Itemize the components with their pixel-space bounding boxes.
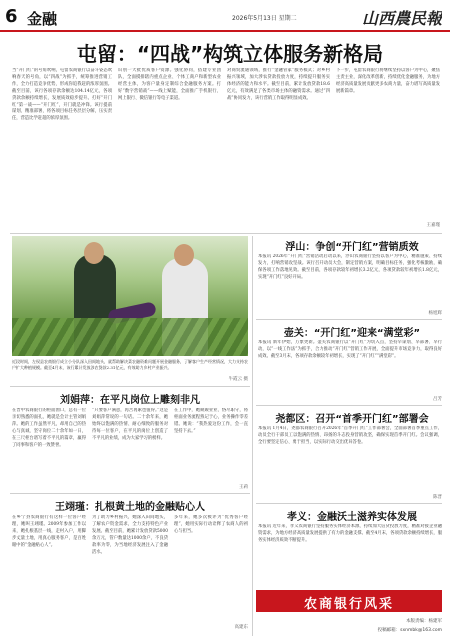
fushan-byline: 杨旭辉 — [428, 311, 442, 316]
huguan-text: 本报讯 新年伊始，万象更新。壶关农商银行以“开门红”为切入点，坚持早谋划、早部署、早行动，以“一线工作法”为抓手，合力推动“开门红”营销工作开展，全面提升市场竞争力，取得良好成效。截至3月末，各项存款余额较年初增长，实现了“开门红”“满堂彩”。 — [258, 340, 442, 359]
header-rule — [0, 30, 450, 32]
divider-yaodu — [256, 503, 442, 504]
newspaper-name: 山西農民報 — [361, 9, 442, 28]
footer-banner — [256, 590, 442, 612]
page-header — [0, 0, 450, 34]
liu-col-3: 在工作中，她兢兢业业、恪尽职守，将柜面业务流程熟记于心，业务操作零差错。她说：“我热爱这份工作，会一直坚持下去。” — [174, 408, 248, 434]
issue-date: 2026年5月13日 星期二 — [232, 15, 297, 22]
divider-photo — [10, 386, 250, 387]
lead-col-2: 识别一大批优质客户资源。强化协同，搭建专业团队，全面摸排辖内重点企业、个体工商户和新型农业经营主体，为客户量身定制综合金融服务方案。打好“数字营销战”——线上赋能，全面推广手机银行、网上银行、微信银行等电子渠道。 — [118, 68, 221, 101]
liu-col-2: “只要客户满意，再苦再累也值得。”这是刘娟萍常说的一句话。二十余年来，她始终以饱满的热情、耐心细致的服务对待每一位客户，在平凡的岗位上创造了不平凡的业绩，成为大家学习的榜样。 — [92, 408, 168, 441]
liu-headline: 刘娟萍：在平凡岗位上雕刻非凡 — [60, 395, 200, 406]
photo-person-left-face — [84, 242, 104, 264]
footer-email: 投稿邮箱：sxnmbk@163.com — [377, 628, 442, 633]
yaodu-text: 本报讯 1月4日，尧都农商银行召开2026年“首季开门红”工作部署会，全面部署首季重点工作，动员全行干部员工以饱满的热情、昂扬的斗志投身营销攻坚，确保实现首季开门红。会议强调，全行要坚定信心、勇于担当，以实际行动交出优异答卷。 — [258, 426, 442, 445]
section-name: 金融 — [27, 10, 58, 28]
wang-col-1: 在乡宁县农商银行有这样一位客户经理，她叫王翊瑾。2009年参加工作以来，她扎根基层一线，走村入户，用脚步丈量土地，用真心服务客户，是百姓眼中的“金融贴心人”。 — [12, 515, 86, 548]
liu-col-1: 在晋中农商银行的柜面窗口，总有一位亲切熟悉的面孔，她就是会计主管刘娟萍。她的工作虽然平凡，却用自己的热心与真诚，坚守岗位二十余年如一日，在三尺柜台谱写着不平凡的篇章，赢得了同事和客户的一致赞誉。 — [12, 408, 86, 448]
divider-fushan — [256, 319, 442, 320]
xiaoyi-headline: 孝义：金融沃土滋养实体发展 — [287, 512, 417, 523]
huguan-headline: 壶关：“开门红”迎来“满堂彩” — [283, 328, 421, 339]
wang-col-3: 多年来，她多次被评为“优秀客户经理”，她用实际行动诠释了农商人的初心与担当。 — [174, 515, 248, 534]
yaodu-byline: 陈晋 — [433, 495, 442, 500]
lead-byline: 王嘉瑾 — [426, 223, 440, 228]
lead-col-3: 对商贸流通领域，推行“金融管家”服务模式；对乡村振兴领域，加大涉农贷款投放力度，持续提升服务实体经济的能力和水平。截至目前，累计发放贷款18.6亿元，有效满足了各类市场主体的融资需求。通过“四战”协同发力，该行营销工作取得明显成效。 — [227, 68, 330, 101]
divider-lead — [10, 233, 442, 234]
wang-byline: 高建东 — [234, 625, 248, 630]
liu-byline: 王莉 — [239, 485, 248, 490]
divider-huguan — [256, 405, 442, 406]
yaodu-headline: 尧都区：召开“首季开门红”部署会 — [275, 414, 429, 425]
lead-col-1: 当“开门红”的号角吹响，屯留农商银行以奋斗姿态吹响春天的号角，以“四战”为抓手，统筹推进营销工作，全力打造竞争优势，形成你追我赶的浓厚氛围。截至目前，该行各项存款余额达104.14亿元，各项贷款余额持续增长，发展质效稳步提升。打好“开门红”第一战——“开门红”，开门就是冲锋。该行提前谋划、精准部署，将各项目标任务层层分解，压实责任，营造比学赶超的浓厚氛围。 — [12, 68, 112, 122]
footer-editor: 本版责编：杨建军 — [406, 619, 442, 624]
divider-liu — [10, 493, 250, 494]
footer-banner-text: 农商银行风采 — [303, 597, 394, 612]
photo-caption: 近段时间，左权县农商银行成立小分队深入田间地头，就帮助解决菜农融资难问题开展金融服务，了解客户生产经营情况，大力支持农户扩大种植规模。截至4月末，该行累计发放涉农贷款2.31亿元，有效助力乡村产业振兴。 — [12, 359, 248, 370]
wang-headline: 王翊瑾：扎根黄土地的金融贴心人 — [55, 502, 205, 513]
photo-credit: 牛霞云 摄 — [228, 377, 248, 382]
xiaoyi-text: 本报讯 近年来，孝义农商银行坚持服务实体经济本源，持续加大信贷投放力度，精准对接企业融资需求，为地方经济高质量发展提供了有力的金融支撑。截至4月末，各项贷款余额持续增长，服务实体经济质效不断提升。 — [258, 524, 442, 543]
divider-vertical — [252, 236, 253, 636]
fushan-headline: 浮山：争创“开门红”营销质效 — [285, 242, 419, 253]
huguan-byline: 吕芳 — [433, 397, 442, 402]
photo-leaves — [12, 318, 248, 356]
page-number: 6 — [5, 6, 18, 27]
news-photo — [12, 236, 248, 356]
wang-col-2: 为了助力乡村振兴，她深入田间地头，了解农户资金需求，全力支持特色产业发展。截至目前，她累计发放贷款5000余万元，管户数量达1000余户，不良贷款率为零，为当地经济发展注入了金融活水。 — [92, 515, 168, 555]
fushan-text: 本报讯 2026年“开门红”营销活动启动以来，浮山农商银行坚持以客户为中心，精准施策、持续发力，打响营销攻坚战。该行召开动员大会，制定营销方案，明确目标任务，强化考核激励，确保各项工作落地见效。截至目前，各项存款较年初增长3.2亿元，各项贷款较年初增长1.8亿元，实现“开门红”良好开局。 — [258, 254, 442, 280]
photo-person-right-face — [174, 244, 194, 266]
lead-headline: 屯留：“四战”构筑立体服务新格局 — [76, 42, 384, 66]
lead-col-4: 下一步，屯留农商银行将继续坚持以客户为中心，聚焦主责主业，深化改革创新，持续优化金融服务，为地方经济高质量发展贡献更多农商力量，奋力谱写高质量发展新篇章。 — [336, 68, 440, 94]
